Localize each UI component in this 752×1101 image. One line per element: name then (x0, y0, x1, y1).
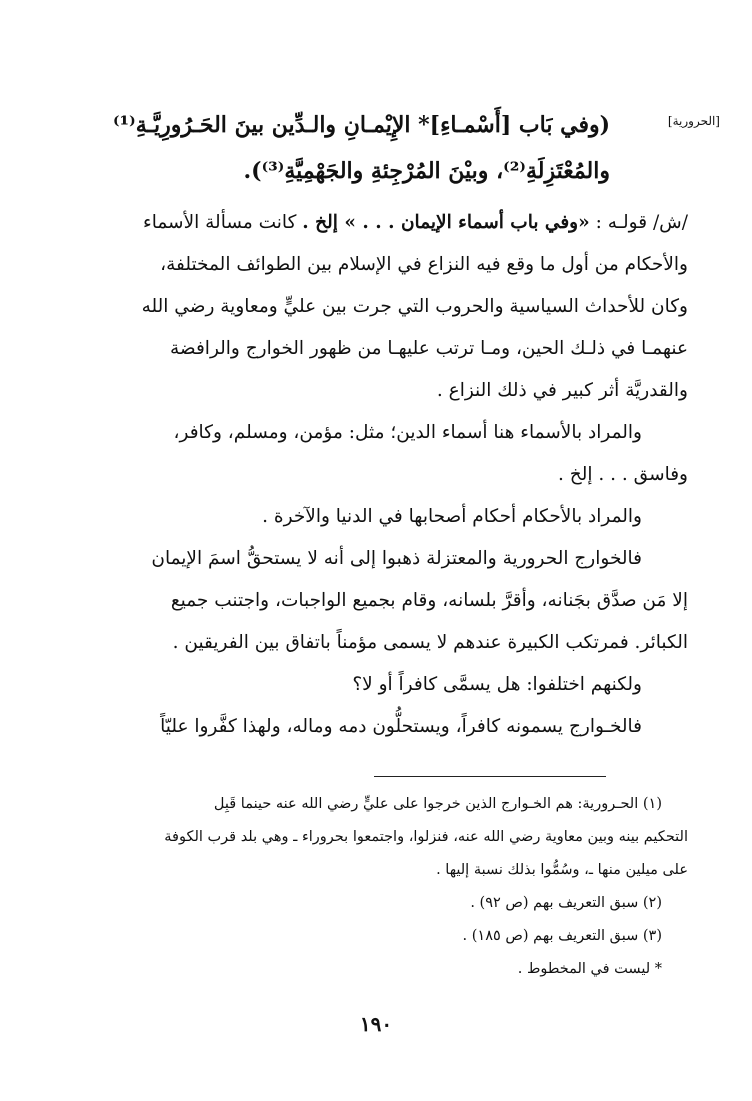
quoted-matn: «وفي باب أسماء الإيمان . . . » إلخ . (302, 212, 590, 233)
footnote-divider (374, 776, 606, 777)
footnote-line: (٣) سبق التعريف بهم (ص ١٨٥) . (462, 928, 662, 944)
page-number: ١٩٠ (359, 1012, 393, 1036)
commentary-line: إلا مَن صدَّق بجَنانه، وأقرَّ بلسانه، وقام بجميع الواجبات، واجتنب جميع (170, 590, 688, 611)
commentary-line: فالخـوارج يسمونه كافراً، ويستحلُّون دمه وماله، ولهذا كفَّروا عليّاً (160, 716, 642, 737)
matn-line: والمُعْتَزِلَةِ⁽²⁾، وبيْنَ المُرْجِئةِ والجَهْمِيَّةِ⁽³⁾). (243, 158, 610, 184)
matn-text (58, 102, 610, 194)
commentary-line: ولكنهم اختلفوا: هل يسمَّى كافراً أو لا؟ (352, 674, 642, 695)
margin-note: [الحرورية] (667, 114, 720, 128)
matn-line: (وفي بَاب [أَسْمـاءِ]* الإِيْمـانِ والـدِّين بينَ الحَـرُورِيَّـةِ⁽¹⁾ (112, 112, 610, 138)
footnote-line: (٢) سبق التعريف بهم (ص ٩٢) . (470, 895, 662, 911)
footnote-line: * ليست في المخطوط . (517, 961, 662, 977)
commentary-line: والأحكام من أول ما وقع فيه النزاع في الإسلام بين الطوائف المختلفة، (160, 254, 688, 275)
commentary-prefix: /ش/ قولـه : (595, 212, 688, 233)
commentary-line: عنهمـا في ذلـك الحين، ومـا ترتب عليهـا من ظهور الخوارج والرافضة (170, 338, 688, 359)
footnote-line: على ميلين منها ـ، وسُمُّوا بذلك نسبة إليها . (436, 862, 688, 878)
footnote-line: التحكيم بينه وبين معاوية رضي الله عنه، فنزلوا، واجتمعوا بحروراء ـ وهي بلد قرب الكوفة (164, 829, 688, 845)
commentary-line: والقدريَّة أثر كبير في ذلك النزاع . (436, 380, 688, 401)
commentary-text (62, 202, 688, 748)
commentary-line: وفاسق . . . إلخ . (558, 464, 688, 485)
commentary-line: فالخوارج الحرورية والمعتزلة ذهبوا إلى أنه لا يستحقُّ اسمَ الإيمان (151, 548, 642, 569)
commentary-line: الكبائر. فمرتكب الكبيرة عندهم لا يسمى مؤمناً باتفاق بين الفريقين . (172, 632, 688, 653)
footnote-line: (١) الحـرورية: هم الخـوارج الذين خرجوا على عليٍّ رضي الله عنه حينما قَبِل (213, 796, 662, 812)
commentary-line: وكان للأحداث السياسية والحروب التي جرت بين عليٍّ ومعاوية رضي الله (141, 296, 688, 317)
commentary-text-run: كانت مسألة الأسماء (143, 212, 297, 233)
footnotes (62, 788, 688, 986)
commentary-line: والمراد بالأحكام أحكام أصحابها في الدنيا والآخرة . (262, 506, 642, 527)
commentary-line (62, 202, 688, 244)
commentary-line: والمراد بالأسماء هنا أسماء الدين؛ مثل: مؤمن، ومسلم، وكافر، (173, 422, 642, 443)
